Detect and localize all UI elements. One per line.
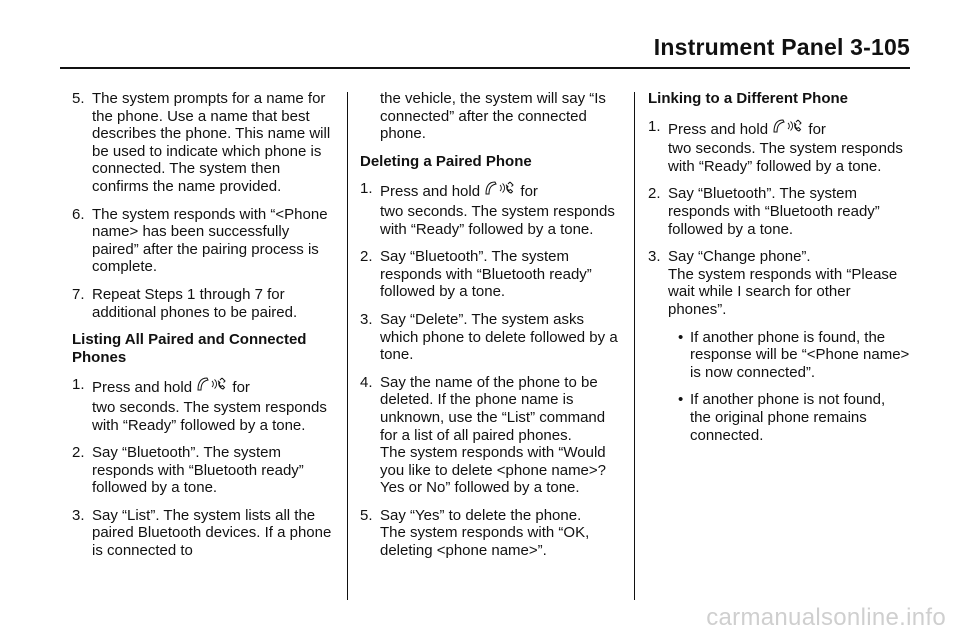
- phone-icon: [210, 376, 228, 392]
- page-title: Instrument Panel 3-105: [653, 34, 910, 60]
- delete-step-4: [360, 374, 622, 497]
- step-6: [72, 206, 334, 276]
- step-7: [72, 286, 334, 321]
- step-text: [92, 376, 334, 397]
- bullet-item-not-found: [648, 391, 910, 444]
- step-number: 2.: [648, 185, 661, 203]
- column-3: [648, 90, 910, 454]
- bullet-text: If another phone is found, the response will be “<Phone name> is now connected”.: [690, 328, 910, 381]
- delete-step-3: [360, 311, 622, 364]
- phone-icon: [498, 180, 516, 196]
- step-number: 2.: [72, 444, 85, 462]
- step-text-post: for: [808, 120, 826, 138]
- step-number: 1.: [72, 376, 85, 394]
- step-text-2: The system responds with “OK, deleting <phone name>”.: [380, 524, 590, 560]
- step-text-pre: Press and hold: [380, 183, 481, 201]
- delete-step-1: [360, 180, 622, 238]
- column-divider-2: [634, 92, 635, 600]
- link-step-3: [648, 248, 910, 318]
- step-text-cont: two seconds. The system responds with “Ready” followed by a tone.: [668, 140, 903, 175]
- push-to-talk-icon: [196, 376, 210, 392]
- section-heading-deleting: Deleting a Paired Phone: [360, 152, 532, 170]
- column-1: [72, 90, 334, 570]
- step-number: 1.: [648, 117, 661, 135]
- column-divider-1: [347, 92, 348, 600]
- step-number: 1.: [360, 180, 373, 198]
- step-5: [72, 90, 334, 196]
- step-text: Say “Bluetooth”. The system responds with “Bluetooth ready” followed by a tone.: [380, 248, 592, 301]
- bullet-marker: •: [678, 391, 684, 409]
- step-text: The system responds with “<Phone name> has been successfully paired” after the pairing process is complete.: [92, 205, 328, 276]
- step-number: 6.: [72, 205, 85, 223]
- step-text-cont: two seconds. The system responds with “Ready” followed by a tone.: [92, 398, 327, 434]
- link-step-1: [648, 118, 910, 176]
- bullet-text: If another phone is not found, the original phone remains connected.: [690, 391, 886, 444]
- step-number: 3.: [648, 248, 661, 266]
- step-number: 2.: [360, 248, 373, 266]
- phone-icon: [786, 118, 804, 134]
- step-number: 5.: [360, 506, 373, 524]
- step-text: Say “Change phone”.: [668, 248, 811, 266]
- footer-watermark: carmanualsonline.info: [706, 604, 946, 631]
- page-header: [60, 30, 910, 70]
- header-rule: [60, 67, 910, 69]
- push-to-talk-icon: [484, 180, 498, 196]
- step-text: Repeat Steps 1 through 7 for additional phones to be paired.: [92, 285, 298, 321]
- section-heading-listing: Listing All Paired and Connected Phones: [72, 331, 307, 366]
- step-number: 5.: [72, 90, 85, 107]
- step-number: 3.: [72, 506, 85, 524]
- step-text-cont: the vehicle, the system will say “Is connected” after the connected phone.: [380, 90, 606, 143]
- step-text-2: The system responds with “Would you like to delete <phone name>? Yes or No” followed by a tone.: [380, 444, 607, 497]
- step-text: Say the name of the phone to be deleted. If the phone name is unknown, use the “List” command for a list of all paired phones.: [380, 373, 606, 444]
- push-to-talk-icon: [772, 118, 786, 134]
- step-text: Say “Delete”. The system asks which phone to delete followed by a tone.: [380, 310, 618, 364]
- step-text: Say “List”. The system lists all the paired Bluetooth devices. If a phone is connected to: [92, 506, 332, 560]
- step-text-cont: two seconds. The system responds with “Ready” followed by a tone.: [380, 202, 615, 238]
- step-text: Say “Bluetooth”. The system responds with “Bluetooth ready” followed by a tone.: [92, 444, 304, 497]
- step-number: 3.: [360, 310, 373, 328]
- bullet-marker: •: [678, 328, 684, 346]
- step-text-pre: Press and hold: [668, 120, 769, 138]
- listing-step-2: [72, 444, 334, 497]
- delete-step-5: [360, 507, 622, 560]
- link-step-2: [648, 185, 910, 238]
- listing-step-1: [72, 376, 334, 434]
- step-text-2: The system responds with “Please wait while I search for other phones”.: [668, 265, 898, 318]
- delete-step-2: [360, 248, 622, 301]
- step-text: The system prompts for a name for the phone. Use a name that best describes the phone. This name will be used to indicate which phone is connected. The system then confirms the name provided.: [92, 90, 331, 195]
- listing-step-3: [72, 507, 334, 560]
- step-number: 4.: [360, 373, 373, 391]
- step-text: Say “Bluetooth”. The system responds with “Bluetooth ready” followed by a tone.: [668, 185, 880, 238]
- section-heading-linking: Linking to a Different Phone: [648, 90, 849, 107]
- step-text-pre: Press and hold: [92, 379, 193, 397]
- step-text: [380, 180, 622, 201]
- listing-step-3-cont: [360, 90, 622, 143]
- step-text-post: for: [520, 183, 538, 201]
- step-text: [668, 118, 910, 139]
- step-text: Say “Yes” to delete the phone.: [380, 506, 582, 524]
- column-2: [360, 90, 622, 570]
- step-text-post: for: [232, 379, 250, 397]
- bullet-item-found: [648, 329, 910, 382]
- step-number: 7.: [72, 285, 85, 303]
